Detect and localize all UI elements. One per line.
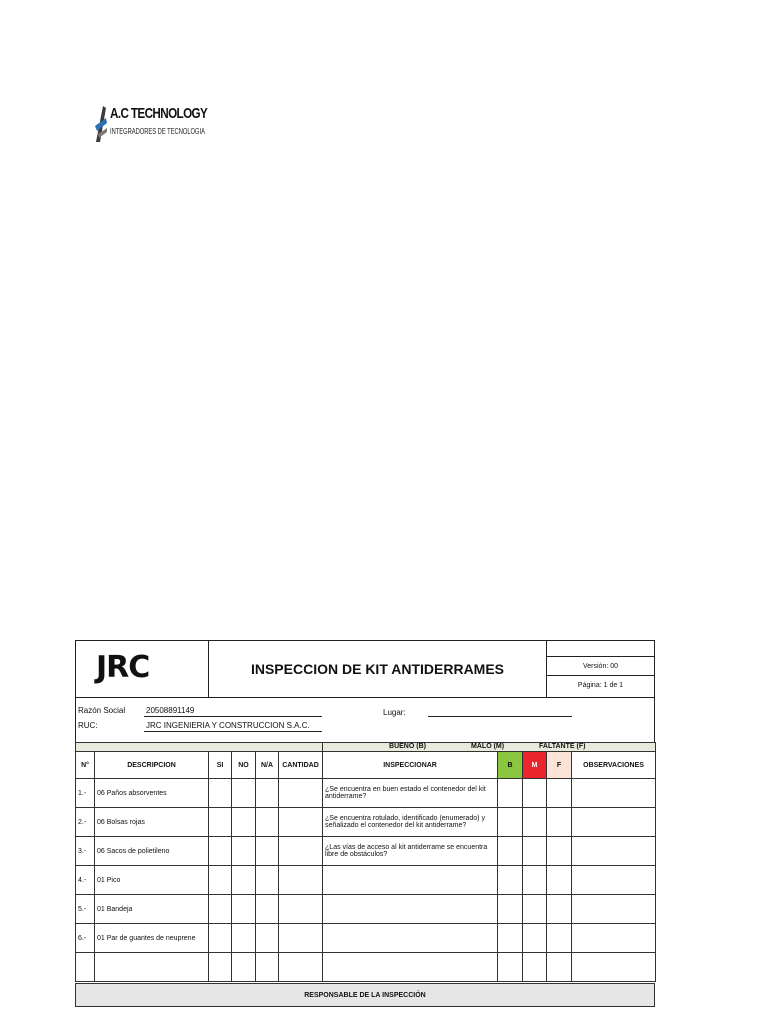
- legend-row: [76, 743, 656, 752]
- company-logo: [94, 104, 208, 146]
- row-f-check[interactable]: [547, 866, 572, 895]
- row-na-check[interactable]: [256, 895, 279, 924]
- col-b: B: [498, 752, 523, 779]
- row-number: 4.-: [76, 866, 95, 895]
- form-header: [75, 640, 655, 698]
- row-no-check[interactable]: [232, 808, 256, 837]
- row-m-check[interactable]: [523, 953, 547, 982]
- row-b-check[interactable]: [498, 924, 523, 953]
- row-b-check[interactable]: [498, 779, 523, 808]
- row-m-check[interactable]: [523, 924, 547, 953]
- row-cantidad-field[interactable]: [279, 837, 323, 866]
- row-b-check[interactable]: [498, 895, 523, 924]
- row-observaciones-field[interactable]: [572, 837, 656, 866]
- row-number: 5.-: [76, 895, 95, 924]
- row-na-check[interactable]: [256, 837, 279, 866]
- col-f: F: [547, 752, 572, 779]
- row-observaciones-field[interactable]: [572, 779, 656, 808]
- col-no: NO: [232, 752, 256, 779]
- lugar-field[interactable]: [428, 716, 572, 717]
- row-na-check[interactable]: [256, 779, 279, 808]
- table-row: [76, 953, 656, 982]
- row-observaciones-field[interactable]: [572, 953, 656, 982]
- row-cantidad-field[interactable]: [279, 779, 323, 808]
- row-m-check[interactable]: [523, 895, 547, 924]
- row-cantidad-field[interactable]: [279, 895, 323, 924]
- table-row: [76, 895, 656, 924]
- row-f-check[interactable]: [547, 895, 572, 924]
- col-si: SI: [209, 752, 232, 779]
- row-b-check[interactable]: [498, 808, 523, 837]
- col-cantidad: CANTIDAD: [279, 752, 323, 779]
- row-descripcion: 01 Pico: [95, 866, 209, 895]
- row-inspeccionar: [323, 895, 498, 924]
- row-si-check[interactable]: [209, 866, 232, 895]
- row-na-check[interactable]: [256, 953, 279, 982]
- row-si-check[interactable]: [209, 953, 232, 982]
- row-si-check[interactable]: [209, 808, 232, 837]
- row-na-check[interactable]: [256, 924, 279, 953]
- row-no-check[interactable]: [232, 866, 256, 895]
- form-version: Versión: 00: [547, 657, 654, 676]
- table-row: [76, 866, 656, 895]
- razon-social-label: Razón Social: [78, 706, 126, 715]
- lugar-label: Lugar:: [383, 708, 406, 717]
- col-inspeccionar: INSPECCIONAR: [323, 752, 498, 779]
- row-descripcion: [95, 953, 209, 982]
- form-meta-cell: [546, 641, 654, 697]
- row-inspeccionar: ¿Las vías de acceso al kit antiderrame se encuentra libre de obstáculos?: [323, 837, 498, 866]
- row-inspeccionar: [323, 924, 498, 953]
- column-header-row: [76, 752, 656, 779]
- row-cantidad-field[interactable]: [279, 808, 323, 837]
- ruc-label: RUC:: [78, 721, 98, 730]
- form-page: Página: 1 de 1: [577, 682, 624, 689]
- row-observaciones-field[interactable]: [572, 895, 656, 924]
- row-number: [76, 953, 95, 982]
- form-brand-cell: [76, 641, 209, 697]
- form-footer: RESPONSABLE DE LA INSPECCIÓN: [75, 983, 655, 1007]
- inspection-table: [75, 742, 656, 982]
- row-f-check[interactable]: [547, 837, 572, 866]
- company-logo-name: A.C TECHNOLOGY: [110, 105, 208, 122]
- row-no-check[interactable]: [232, 895, 256, 924]
- row-descripcion: 06 Sacos de polietileno: [95, 837, 209, 866]
- jrc-logo: JRC: [96, 650, 150, 685]
- table-row: [76, 779, 656, 808]
- row-descripcion: 01 Bandeja: [95, 895, 209, 924]
- row-m-check[interactable]: [523, 837, 547, 866]
- row-descripcion: 06 Paños absorventes: [95, 779, 209, 808]
- row-no-check[interactable]: [232, 837, 256, 866]
- row-si-check[interactable]: [209, 895, 232, 924]
- col-descripcion: DESCRIPCION: [95, 752, 209, 779]
- company-logo-tagline: INTEGRADORES DE TECNOLOGIA: [110, 127, 205, 136]
- row-cantidad-field[interactable]: [279, 866, 323, 895]
- row-inspeccionar: ¿Se encuentra en buen estado el contenedor del kit antiderrame?: [323, 779, 498, 808]
- row-observaciones-field[interactable]: [572, 924, 656, 953]
- form-title: INSPECCION DE KIT ANTIDERRAMES: [250, 661, 505, 677]
- col-na: N/A: [256, 752, 279, 779]
- ruc-value: JRC INGENIERIA Y CONSTRUCCION S.A.C.: [146, 721, 310, 730]
- row-descripcion: 06 Bolsas rojas: [95, 808, 209, 837]
- inspection-form: [75, 640, 655, 1010]
- row-inspeccionar: ¿Se encuentra rotulado, identificado (enumerado) y señalizado el contenedor del kit antiderrame?: [323, 808, 498, 837]
- row-no-check[interactable]: [232, 953, 256, 982]
- row-f-check[interactable]: [547, 779, 572, 808]
- table-row: [76, 837, 656, 866]
- row-no-check[interactable]: [232, 779, 256, 808]
- razon-social-value: 20508891149: [146, 706, 195, 715]
- legend-faltante: FALTANTE (F): [539, 743, 586, 750]
- row-b-check[interactable]: [498, 953, 523, 982]
- row-number: 1.-: [76, 779, 95, 808]
- row-m-check[interactable]: [523, 779, 547, 808]
- row-m-check[interactable]: [523, 808, 547, 837]
- col-observaciones: OBSERVACIONES: [572, 752, 656, 779]
- row-si-check[interactable]: [209, 779, 232, 808]
- row-cantidad-field[interactable]: [279, 953, 323, 982]
- row-number: 6.-: [76, 924, 95, 953]
- row-inspeccionar: [323, 866, 498, 895]
- row-inspeccionar: [323, 953, 498, 982]
- row-b-check[interactable]: [498, 837, 523, 866]
- table-row: [76, 808, 656, 837]
- table-row: [76, 924, 656, 953]
- row-number: 2.-: [76, 808, 95, 837]
- col-n: N°: [76, 752, 95, 779]
- row-si-check[interactable]: [209, 837, 232, 866]
- col-m: M: [523, 752, 547, 779]
- row-cantidad-field[interactable]: [279, 924, 323, 953]
- row-na-check[interactable]: [256, 866, 279, 895]
- legend-bueno: BUENO (B): [389, 743, 426, 750]
- row-na-check[interactable]: [256, 808, 279, 837]
- row-m-check[interactable]: [523, 866, 547, 895]
- row-f-check[interactable]: [547, 924, 572, 953]
- row-si-check[interactable]: [209, 924, 232, 953]
- row-descripcion: 01 Par de guantes de neuprene: [95, 924, 209, 953]
- row-observaciones-field[interactable]: [572, 808, 656, 837]
- row-number: 3.-: [76, 837, 95, 866]
- row-f-check[interactable]: [547, 808, 572, 837]
- legend-malo: MALO (M): [471, 743, 505, 750]
- row-observaciones-field[interactable]: [572, 866, 656, 895]
- row-b-check[interactable]: [498, 866, 523, 895]
- row-no-check[interactable]: [232, 924, 256, 953]
- company-logo-mark-icon: [94, 104, 108, 144]
- form-info: [75, 698, 655, 742]
- row-f-check[interactable]: [547, 953, 572, 982]
